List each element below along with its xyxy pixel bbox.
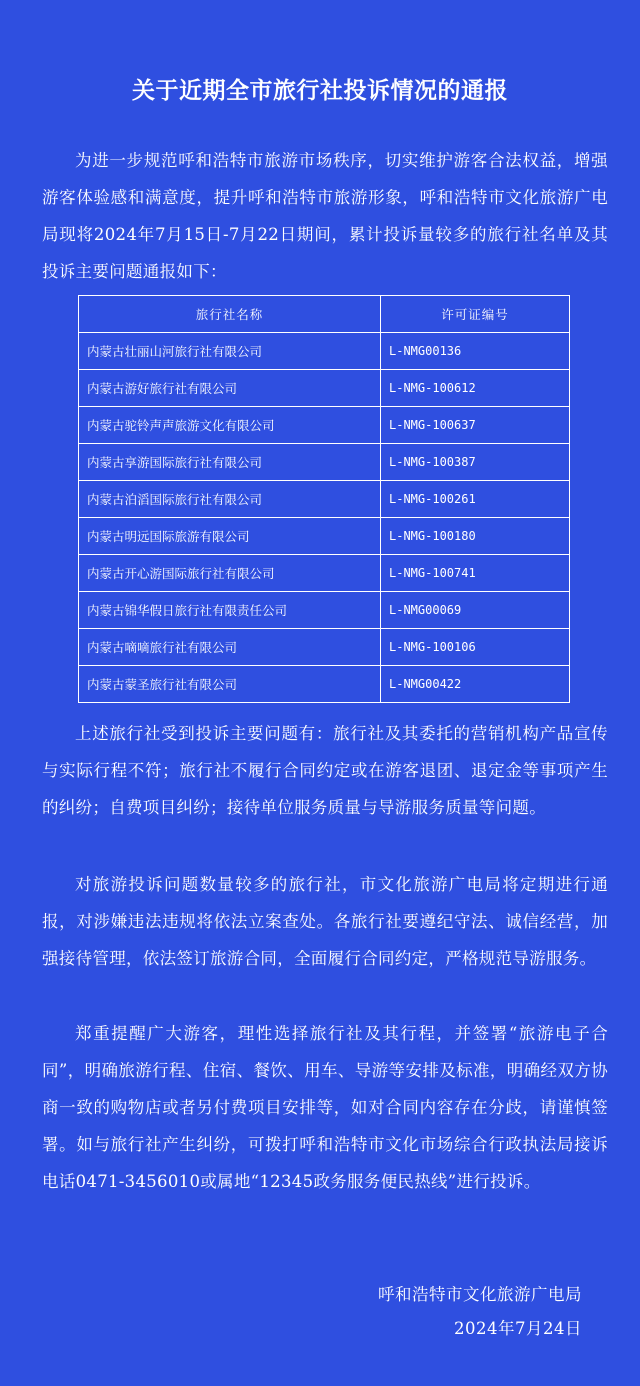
table-header-row	[79, 296, 570, 333]
license-number: L-NMG-100180	[381, 518, 570, 555]
license-number: L-NMG-100261	[381, 481, 570, 518]
agency-name: 内蒙古蒙圣旅行社有限公司	[79, 666, 381, 703]
agency-name: 内蒙古壮丽山河旅行社有限公司	[79, 333, 381, 370]
license-number: L-NMG-100106	[381, 629, 570, 666]
agency-table	[78, 295, 570, 703]
table-row	[79, 481, 570, 518]
table-row	[79, 592, 570, 629]
notice-paragraph: 对旅游投诉问题数量较多的旅行社，市文化旅游广电局将定期进行通报，对涉嫌违法违规将依法立案查处。各旅行社要遵纪守法、诚信经营，加强接待管理，依法签订旅游合同，全面履行合同约定，严格规范导游服务。	[42, 875, 608, 968]
table-row	[79, 518, 570, 555]
agency-name: 内蒙古游好旅行社有限公司	[79, 370, 381, 407]
table-row	[79, 555, 570, 592]
agency-name: 内蒙古锦华假日旅行社有限责任公司	[79, 592, 381, 629]
license-number: L-NMG-100612	[381, 370, 570, 407]
license-number: L-NMG00422	[381, 666, 570, 703]
issuing-organization: 呼和浩特市文化旅游广电局	[378, 1285, 582, 1304]
table-row	[79, 407, 570, 444]
table-row	[79, 333, 570, 370]
agency-name: 内蒙古享游国际旅行社有限公司	[79, 444, 381, 481]
header-agency-name: 旅行社名称	[79, 296, 381, 333]
agency-name: 内蒙古嘀嘀旅行社有限公司	[79, 629, 381, 666]
license-number: L-NMG-100387	[381, 444, 570, 481]
problems-paragraph: 上述旅行社受到投诉主要问题有：旅行社及其委托的营销机构产品宣传与实际行程不符；旅行社不履行合同约定或在游客退团、退定金等事项产生的纠纷；自费项目纠纷；接待单位服务质量与导游服务质量等问题。	[42, 724, 608, 817]
license-number: L-NMG00136	[381, 333, 570, 370]
agency-name: 内蒙古开心游国际旅行社有限公司	[79, 555, 381, 592]
agency-name: 内蒙古泊滔国际旅行社有限公司	[79, 481, 381, 518]
header-license-number: 许可证编号	[381, 296, 570, 333]
issue-date: 2024年7月24日	[454, 1319, 582, 1338]
page-title: 关于近期全市旅行社投诉情况的通报	[132, 78, 508, 104]
license-number: L-NMG00069	[381, 592, 570, 629]
table-row	[79, 370, 570, 407]
signature-block	[378, 1278, 582, 1346]
license-number: L-NMG-100741	[381, 555, 570, 592]
table-row	[79, 444, 570, 481]
table-row	[79, 629, 570, 666]
table-row	[79, 666, 570, 703]
license-number: L-NMG-100637	[381, 407, 570, 444]
agency-name: 内蒙古明远国际旅游有限公司	[79, 518, 381, 555]
intro-paragraph: 为进一步规范呼和浩特市旅游市场秩序，切实维护游客合法权益，增强游客体验感和满意度，提升呼和浩特市旅游形象，呼和浩特市文化旅游广电局现将2024年7月15日-7月22日期间，累计投诉量较多的旅行社名单及其投诉主要问题通报如下：	[42, 151, 608, 281]
reminder-paragraph: 郑重提醒广大游客，理性选择旅行社及其行程，并签署“旅游电子合同”，明确旅游行程、住宿、餐饮、用车、导游等安排及标准，明确经双方协商一致的购物店或者另付费项目安排等，如对合同内容存在分歧，请谨慎签署。如与旅行社产生纠纷，可拨打呼和浩特市文化市场综合行政执法局接诉电话0471-3456010或属地“12345政务服务便民热线”进行投诉。	[42, 1024, 608, 1191]
agency-name: 内蒙古驼铃声声旅游文化有限公司	[79, 407, 381, 444]
